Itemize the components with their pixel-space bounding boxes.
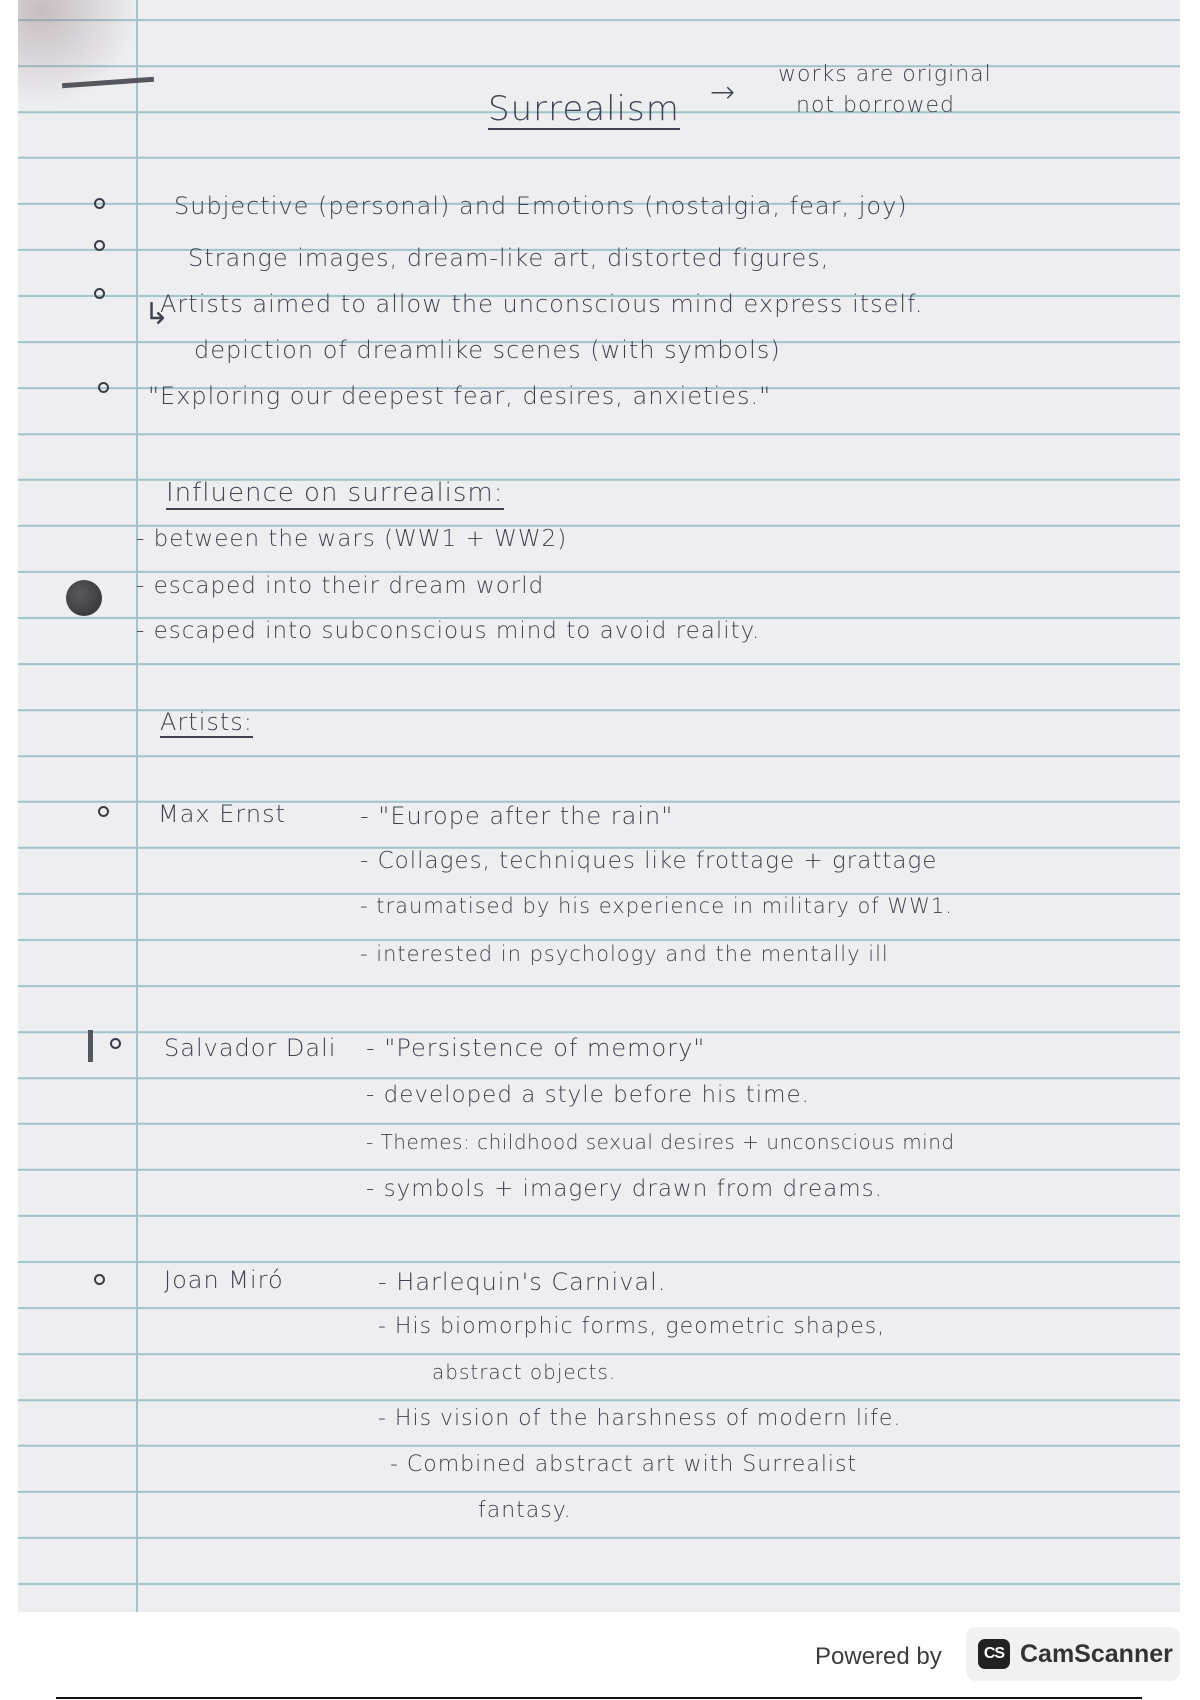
artist-line: - His biomorphic forms, geometric shapes, bbox=[378, 1314, 886, 1339]
pen-mark bbox=[62, 77, 154, 88]
bullet-dot bbox=[98, 806, 109, 817]
bullet-dot bbox=[94, 1274, 105, 1285]
influence-heading: Influence on surrealism: bbox=[166, 478, 504, 508]
artist-line: - interested in psychology and the mentally ill bbox=[360, 942, 889, 966]
page-title: Surrealism bbox=[488, 89, 680, 129]
bullet-dot bbox=[94, 198, 105, 209]
artist-line: - Combined abstract art with Surrealist bbox=[390, 1452, 858, 1477]
point-3-sub: depiction of dreamlike scenes (with symbols) bbox=[194, 336, 781, 364]
influence-item: - escaped into their dream world bbox=[136, 573, 545, 599]
point-2: Strange images, dream-like art, distorted figures, bbox=[188, 244, 830, 272]
bullet-dot bbox=[98, 382, 109, 393]
artist-line: - Collages, techniques like frottage + grattage bbox=[360, 848, 938, 874]
notebook-page bbox=[18, 0, 1180, 1612]
bottom-divider bbox=[56, 1697, 1142, 1699]
title-arrow: → bbox=[710, 75, 737, 110]
artist-line: fantasy. bbox=[478, 1498, 572, 1523]
artist-line: - Harlequin's Carnival. bbox=[378, 1268, 667, 1296]
artist-line: - Themes: childhood sexual desires + unconscious mind bbox=[366, 1130, 955, 1154]
camscanner-logo-icon: CS bbox=[978, 1639, 1010, 1669]
punched-hole bbox=[66, 580, 102, 616]
influence-item: - escaped into subconscious mind to avoid reality. bbox=[136, 618, 761, 644]
artist-line: - traumatised by his experience in military of WW1. bbox=[360, 894, 953, 918]
sub-arrow-icon: ↳ bbox=[144, 297, 171, 332]
camscanner-brand-name: CamScanner bbox=[1020, 1640, 1173, 1668]
point-3: Artists aimed to allow the unconscious mind express itself. bbox=[160, 290, 924, 318]
artist-name: Joan Miró bbox=[164, 1266, 284, 1294]
artist-name: Salvador Dali bbox=[164, 1034, 337, 1062]
title-note-line2: not borrowed bbox=[796, 93, 956, 118]
camscanner-badge bbox=[966, 1627, 1180, 1681]
artists-heading: Artists: bbox=[160, 708, 253, 736]
artist-line: - developed a style before his time. bbox=[366, 1082, 810, 1108]
artist-line: abstract objects. bbox=[432, 1360, 617, 1384]
bullet-dot bbox=[94, 240, 105, 251]
influence-item: - between the wars (WW1 + WW2) bbox=[136, 526, 568, 552]
margin-mark bbox=[88, 1030, 93, 1062]
artist-line: - His vision of the harshness of modern life. bbox=[378, 1406, 902, 1431]
artist-line: - "Persistence of memory" bbox=[366, 1034, 706, 1062]
artist-line: - "Europe after the rain" bbox=[360, 802, 674, 830]
point-1: Subjective (personal) and Emotions (nostalgia, fear, joy) bbox=[174, 192, 908, 220]
artist-line: - symbols + imagery drawn from dreams. bbox=[366, 1176, 883, 1202]
bullet-dot bbox=[94, 288, 105, 299]
bullet-dot bbox=[110, 1038, 121, 1049]
artist-name: Max Ernst bbox=[158, 800, 286, 828]
title-note-line1: works are original bbox=[778, 62, 992, 87]
powered-by-text: Powered by bbox=[815, 1643, 942, 1670]
point-4: "Exploring our deepest fear, desires, anxieties." bbox=[148, 382, 772, 410]
